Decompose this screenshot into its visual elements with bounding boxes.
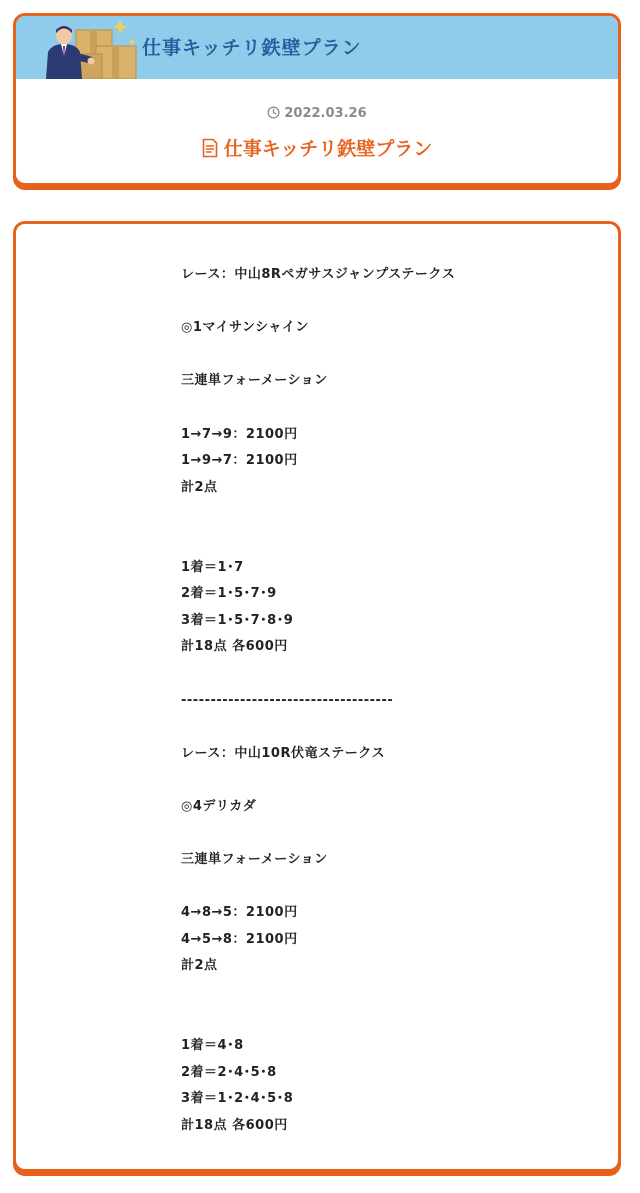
content-line: ◎4デリカダ [181, 798, 257, 814]
article-body-card [13, 221, 621, 1172]
post-date [16, 106, 618, 123]
article-content [181, 262, 601, 1140]
plan-banner [16, 16, 618, 79]
content-line: 三連単フォーメーション [181, 852, 328, 868]
content-line: ◎1マイサンシャイン [181, 320, 309, 336]
content-line: 計2点 [181, 958, 218, 974]
post-title [16, 134, 618, 163]
content-line: 3着＝1･2･4･5･8 [181, 1091, 294, 1107]
content-line: 1→9→7：2100円 [181, 453, 298, 469]
content-line: 三連単フォーメーション [181, 373, 328, 389]
content-line: ------------------------------------ [181, 692, 394, 708]
content-line: 4→8→5：2100円 [181, 905, 298, 921]
banner-title: 仕事キッチリ鉄壁プラン [142, 37, 362, 59]
content-line [181, 289, 601, 316]
post-title-text: 仕事キッチリ鉄壁プラン [223, 138, 433, 160]
content-line: 1→7→9：2100円 [181, 426, 298, 442]
content-line [181, 714, 601, 741]
businessman-boxes-illustration [32, 16, 142, 79]
content-line [181, 342, 601, 369]
content-line: 4→5→8：2100円 [181, 931, 298, 947]
content-line: 計2点 [181, 479, 218, 495]
content-line: 3着＝1･5･7･8･9 [181, 612, 294, 628]
content-line [181, 820, 601, 847]
content-line [181, 1007, 601, 1034]
post-date-text: 2022.03.26 [284, 106, 367, 121]
content-line: 2着＝2･4･5･8 [181, 1064, 277, 1080]
content-line [181, 528, 601, 555]
content-line: 計18点 各600円 [181, 639, 288, 655]
content-line: 1着＝4･8 [181, 1038, 244, 1054]
clock-icon [267, 106, 280, 123]
content-line [181, 661, 601, 688]
content-line [181, 767, 601, 794]
content-line [181, 874, 601, 901]
header-card [13, 13, 621, 186]
content-line: 2着＝1･5･7･9 [181, 586, 277, 602]
document-icon [202, 138, 218, 163]
content-line [181, 980, 601, 1007]
content-line: 計18点 各600円 [181, 1118, 288, 1133]
content-line: レース：中山8Rペガサスジャンプステークス [181, 267, 456, 282]
content-line: 1着＝1･7 [181, 559, 244, 575]
content-line [181, 501, 601, 528]
content-line [181, 395, 601, 422]
content-line: レース：中山10R伏竜ステークス [181, 745, 386, 761]
